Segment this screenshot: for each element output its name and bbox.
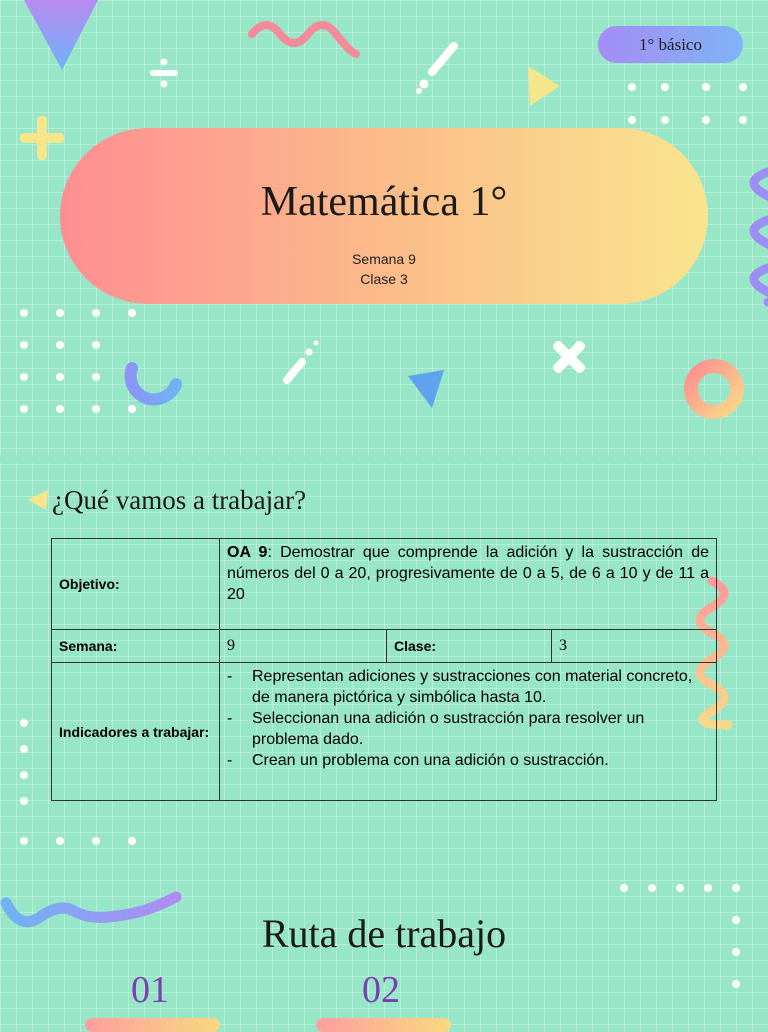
list-item: - Seleccionan una adición o sustracción para resolver un problema dado. <box>227 708 709 750</box>
triangle-small-shape <box>408 370 444 408</box>
table-row <box>52 539 717 630</box>
objective-code: OA 9 <box>227 544 268 561</box>
list-item: - Representan adiciones y sustracciones con material concreto, de manera pictórica y simbólica hasta 10. <box>227 666 709 708</box>
indicators-cell <box>220 663 717 801</box>
objective-text: : Demostrar que comprende la adición y la sustracción de números del 0 a 20, progresivamente de 0 a 5, de 6 a 10 y de 11 a 20 <box>227 544 710 603</box>
division-icon <box>150 70 178 76</box>
class-row-label: Clase: <box>387 630 552 663</box>
grade-badge: 1° básico <box>598 26 743 63</box>
week-label: Semana 9 <box>352 251 416 267</box>
indicators-list <box>227 666 709 771</box>
objective-cell <box>220 539 717 630</box>
slide-divider <box>0 455 768 463</box>
list-item: - Crean un problema con una adición o sustracción. <box>227 750 709 771</box>
times-icon <box>541 329 598 386</box>
squiggle-shape <box>252 25 356 54</box>
pointer-triangle-shape <box>28 490 48 510</box>
play-triangle-shape <box>528 66 560 106</box>
step-number: 02 <box>362 969 400 1011</box>
triangle-shape <box>24 0 98 70</box>
table-row <box>52 630 717 663</box>
step-card <box>85 1018 220 1032</box>
week-row-label: Semana: <box>52 630 220 663</box>
objective-label: Objetivo: <box>52 539 220 630</box>
week-row-value: 9 <box>220 630 387 663</box>
class-label: Clase 3 <box>360 271 408 287</box>
table-row <box>52 663 717 801</box>
objectives-table <box>51 538 717 801</box>
route-title: Ruta de trabajo <box>261 911 507 956</box>
step-card <box>316 1018 451 1032</box>
section-heading: ¿Qué vamos a trabajar? <box>52 485 307 515</box>
step-number: 01 <box>131 969 169 1011</box>
arc-shape <box>131 368 176 399</box>
page-title: Matemática 1° <box>260 179 508 225</box>
class-row-value: 3 <box>552 630 717 663</box>
ring-shape <box>691 366 737 412</box>
indicators-label: Indicadores a trabajar: <box>52 663 220 801</box>
